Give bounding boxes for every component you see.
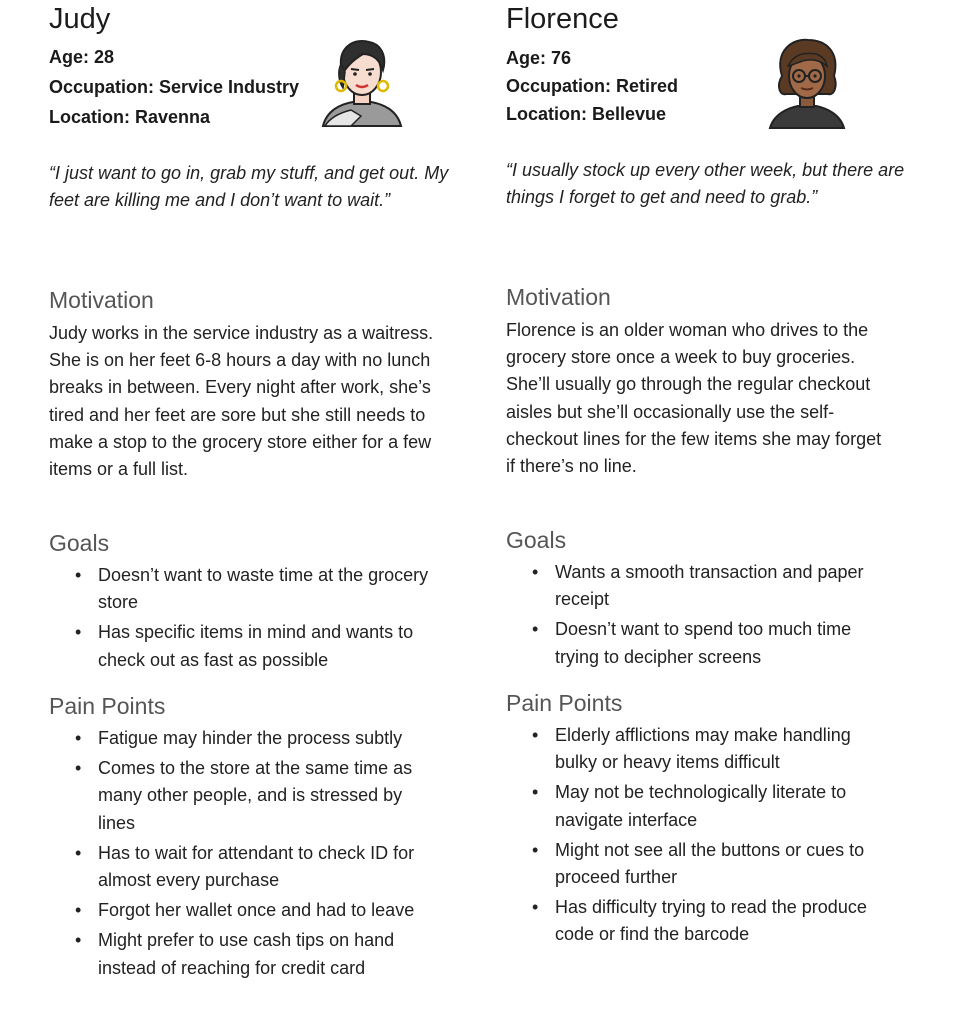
pain-point-item: • Elderly afflictions may make handling bulky or heavy items difficult [506,722,896,776]
persona-age: Age: 76 [506,48,572,68]
motivation-heading: Motivation [506,284,611,310]
pain-point-item: • Has to wait for attendant to check ID for almost every purchase [49,840,439,894]
persona-name: Florence [506,3,619,35]
goal-item: • Doesn’t want to spend too much time trying to decipher screens [506,616,896,670]
persona-quote: “I usually stock up every other week, but there are things I forget to get and need to grab.” [506,160,905,207]
pain-points-heading: Pain Points [49,693,166,719]
woman-avatar-icon [321,36,403,128]
persona-occupation: Occupation: Service Industry [49,77,300,97]
pain-point-item: • Forgot her wallet once and had to leave [49,897,439,924]
persona-location: Location: Ravenna [49,107,211,127]
goal-item: • Doesn’t want to waste time at the grocery store [49,562,439,616]
older-woman-avatar-icon [764,36,850,130]
pain-point-item: • Might not see all the buttons or cues to proceed further [506,837,896,891]
pain-point-item: • May not be technologically literate to navigate interface [506,779,896,833]
goals-heading: Goals [506,527,567,553]
goals-list [49,562,439,677]
persona-name: Judy [49,3,111,35]
persona-facts [506,44,678,128]
goals-heading: Goals [49,530,110,556]
pain-point-item: • Fatigue may hinder the process subtly [49,725,439,752]
persona-quote: “I just want to go in, grab my stuff, and get out. My feet are killing me and I don’t want to wait.” [49,163,449,210]
motivation-text: Florence is an older woman who drives to the grocery store once a week to buy groceries. She’ll usually go through the regular checkout aisles but she’ll occasionally use the self-checkout lines for the few items she may forget if there’s no line. [506,320,882,477]
goal-item: • Has specific items in mind and wants to check out as fast as possible [49,619,439,673]
goal-item: • Wants a smooth transaction and paper receipt [506,559,896,613]
motivation-heading: Motivation [49,287,154,313]
pain-point-item: • Might prefer to use cash tips on hand instead of reaching for credit card [49,927,439,981]
persona-location: Location: Bellevue [506,104,667,124]
pain-points-list [506,722,896,952]
persona-age: Age: 28 [49,47,115,67]
pain-point-item: • Has difficulty trying to read the produce code or find the barcode [506,894,896,948]
pain-point-item: • Comes to the store at the same time as many other people, and is stressed by lines [49,755,439,837]
persona-facts [49,42,299,132]
motivation-text: Judy works in the service industry as a waitress. She is on her feet 6-8 hours a day with no lunch breaks in between. Every night after work, she’s tired and her feet are sore but she still needs to make a stop to the grocery store either for a few items or a full list. [49,323,434,480]
goals-list [506,559,896,674]
pain-points-list [49,725,439,985]
persona-occupation: Occupation: Retired [506,76,679,96]
pain-points-heading: Pain Points [506,690,623,716]
